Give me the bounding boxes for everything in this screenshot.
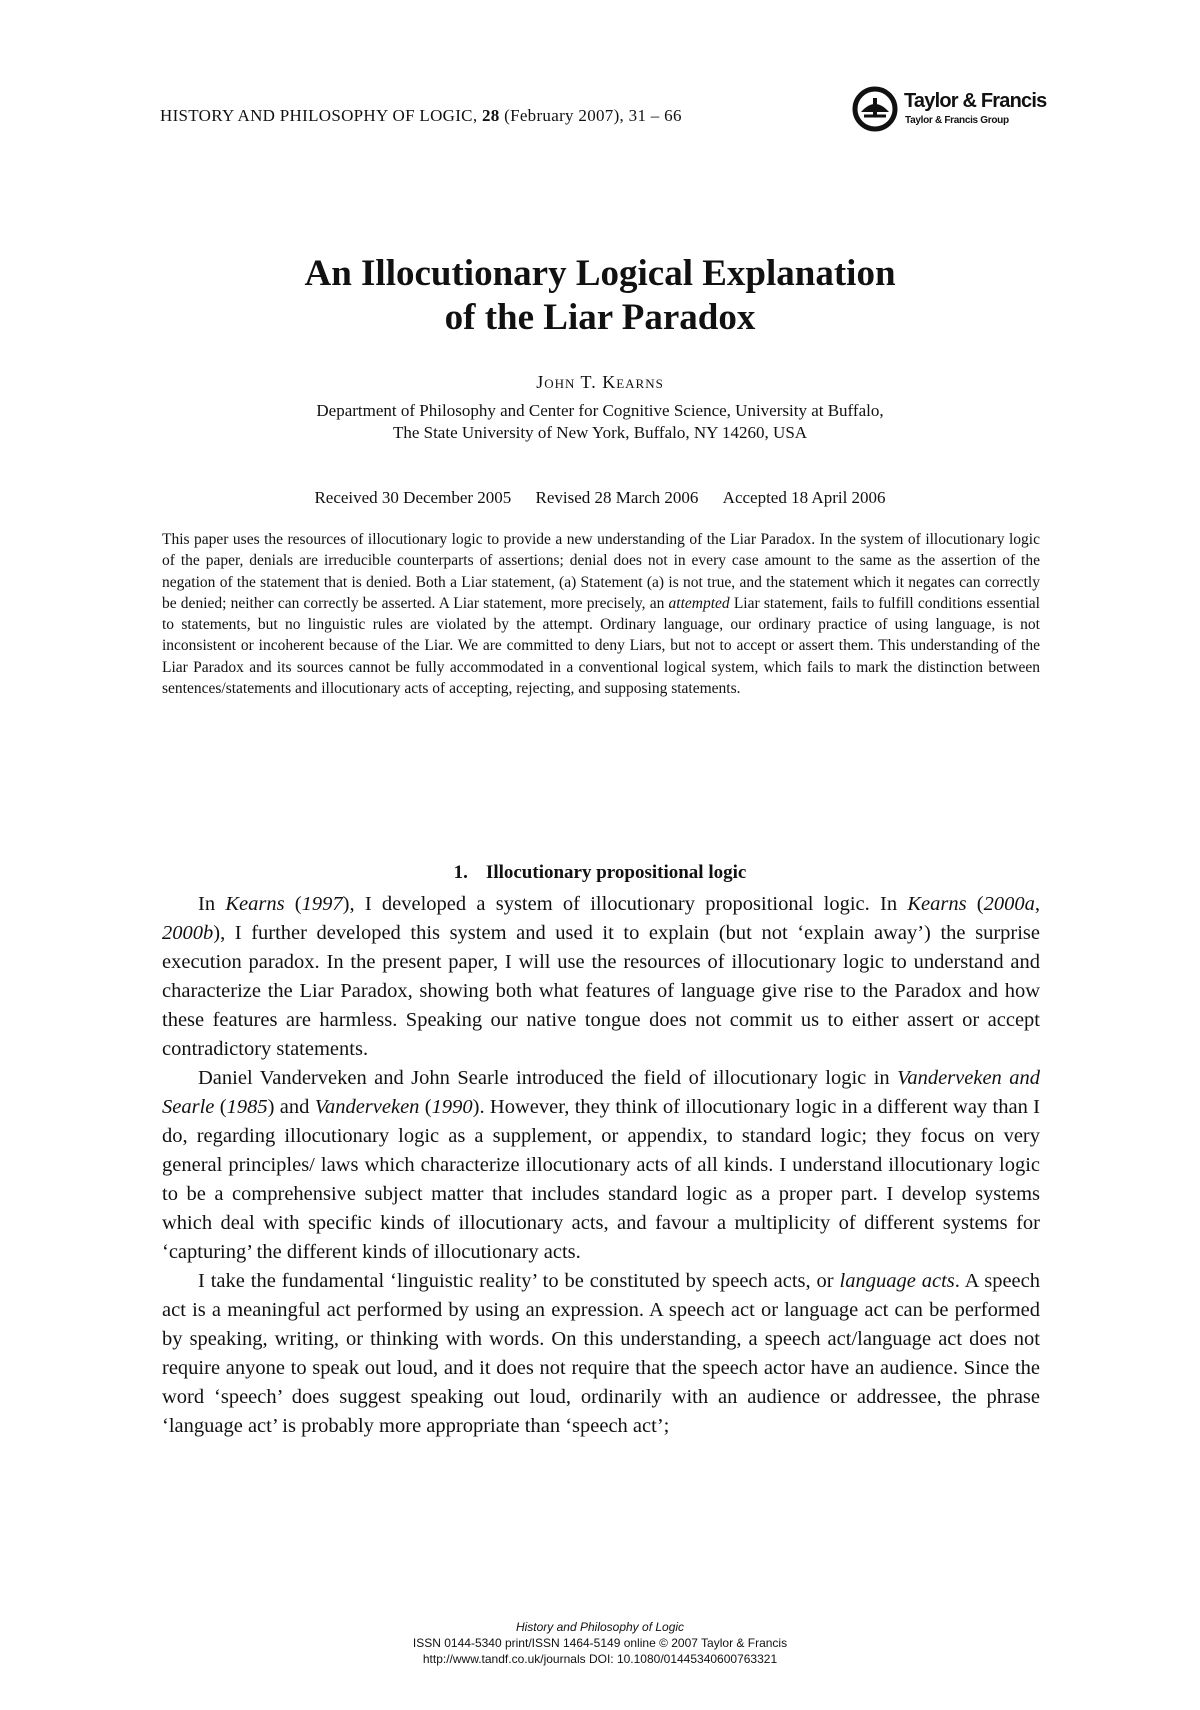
affiliation-line-1: Department of Philosophy and Center for Cognitive Science, University at Buffalo,: [316, 401, 884, 420]
abstract-text: This paper uses the resources of illocutionary logic to provide a new understanding of the Liar Paradox. In the system of illocutionary logic of the paper, denials are irreducible counterparts of assertions; denial does not in every case amount to the same as the assertion of the negation of the statement that is denied. Both a Liar statement, (a) Statement (a) is not true, and the statement which it negates can correctly be denied; neither can correctly be asserted. A Liar statement, more precisely, an: [162, 531, 1040, 612]
text-run: (: [966, 893, 984, 915]
text-run: . A speech act is a meaningful act performed by using an expression. A speech act or language act can be performed by speaking, writing, or thinking with words. On this understanding, a speech act/language act does not require anyone to speak out loud, and it does not require that the speech actor have an audience. Since the word ‘speech’ does suggest speaking out loud, ordinarily with an audience or addressee, the phrase ‘language act’ is probably more appropriate than ‘speech act’;: [162, 1270, 1040, 1437]
citation-link[interactable]: [302, 893, 343, 915]
citation-year: 1997: [301, 893, 343, 915]
title-line-1: An Illocutionary Logical Explanation: [304, 253, 896, 294]
author-name: John T. Kearns: [536, 372, 664, 392]
text-run: ,: [1034, 893, 1041, 915]
text-run: ) and: [267, 1096, 315, 1118]
paragraph: [162, 1267, 1040, 1441]
abstract: [162, 529, 1040, 699]
text-run: ). However, they think of illocutionary logic in a different way than I do, regarding illocutionary logic as a supplement, or appendix, to standard logic; they focus on very general principles/ laws which characterize illocutionary acts of all kinds. I understand illocutionary logic to be a comprehensive subject matter that includes standard logic as a proper part. I develop systems which deal with specific kinds of illocutionary acts, and favour a multiplicity of different systems for ‘capturing’ the different kinds of illocutionary acts.: [162, 1096, 1041, 1263]
footer-journal: History and Philosophy of Logic: [515, 1620, 685, 1634]
text-run: ), I further developed this system and used it to explain (but not ‘explain away’) the surprise execution paradox. In the present paper, I will use the resources of illocutionary logic to understand and characterize the Liar Paradox, showing both what features of language give rise to the Paradox and how these features are harmless. Speaking our native tongue does not commit us to either assert or accept contradictory statements.: [162, 922, 1040, 1060]
citation-year: 1990: [431, 1096, 473, 1118]
text-run: (: [419, 1096, 432, 1118]
citation-link[interactable]: [162, 922, 213, 944]
paragraph: [162, 1064, 1040, 1267]
revised-date: Revised 28 March 2006: [535, 488, 699, 507]
issue-pages: (February 2007), 31 – 66: [504, 106, 682, 125]
publisher-name: Taylor & Francis: [904, 90, 1047, 112]
accepted-date: Accepted 18 April 2006: [722, 488, 886, 507]
citation-link[interactable]: [227, 1096, 268, 1118]
citation-author: Kearns: [225, 893, 285, 915]
citation-year: 1985: [226, 1096, 268, 1118]
footer-issn: ISSN 0144-5340 print/ISSN 1464-5149 online © 2007 Taylor & Francis: [412, 1636, 788, 1650]
text-run: I take the fundamental ‘linguistic reality’ to be constituted by speech acts, or: [198, 1270, 840, 1292]
section-number: 1.: [453, 862, 468, 883]
author-affiliation: [0, 400, 1200, 444]
citation-link[interactable]: [315, 1096, 420, 1118]
citation-author: Vanderveken: [314, 1096, 420, 1118]
citation-author: Kearns: [907, 893, 967, 915]
citation-year: 2000b: [162, 922, 214, 944]
citation-author: Vanderveken and Searle: [162, 1067, 1040, 1118]
volume-number: 28: [481, 106, 500, 125]
footer-line-1: [0, 1619, 1200, 1651]
running-head: [160, 106, 682, 126]
abstract-emphasis: attempted: [668, 594, 730, 612]
section-body: [162, 890, 1040, 1441]
page-footer: [0, 1619, 1200, 1667]
article-title: [0, 252, 1200, 340]
publisher-group: Taylor & Francis Group: [905, 115, 1009, 126]
text-run: In: [198, 893, 226, 915]
citation-link[interactable]: [907, 893, 966, 915]
citation-link[interactable]: [432, 1096, 473, 1118]
citation-year: 2000a: [983, 893, 1035, 915]
title-line-2: of the Liar Paradox: [444, 297, 756, 338]
paragraph: [162, 890, 1040, 1064]
section-title: Illocutionary propositional logic: [485, 862, 747, 883]
defined-term: language acts: [839, 1270, 955, 1292]
taylor-francis-logo-icon: [852, 86, 898, 132]
history-dates: [0, 488, 1200, 508]
received-date: Received 30 December 2005: [314, 488, 512, 507]
text-run: ), I developed a system of illocutionary propositional logic. In: [342, 893, 908, 915]
text-run: Daniel Vanderveken and John Searle introduced the field of illocutionary logic in: [198, 1067, 898, 1089]
journal-name: HISTORY AND PHILOSOPHY OF LOGIC,: [160, 106, 478, 125]
text-run: (: [214, 1096, 227, 1118]
citation-link[interactable]: [984, 893, 1035, 915]
citation-link[interactable]: [225, 893, 284, 915]
section-heading: [0, 862, 1200, 884]
affiliation-line-2: The State University of New York, Buffalo, NY 14260, USA: [392, 423, 808, 442]
text-run: (: [284, 893, 302, 915]
publisher-logo[interactable]: [852, 86, 1047, 134]
abstract-text-cont: Liar statement, fails to fulfill conditions essential to statements, but no linguistic rules are violated by the attempt. Ordinary language, our ordinary practice of using language, is not inconsistent or incoherent because of the Liar. We are committed to deny Liars, but not to accept or assert them. This understanding of the Liar Paradox and its sources cannot be fully accommodated in a conventional logical system, which fails to mark the distinction between sentences/statements and illocutionary acts of accepting, rejecting, and supposing statements.: [162, 594, 1040, 698]
footer-doi-link[interactable]: http://www.tandf.co.uk/journals DOI: 10.1080/01445340600763321: [422, 1652, 778, 1666]
